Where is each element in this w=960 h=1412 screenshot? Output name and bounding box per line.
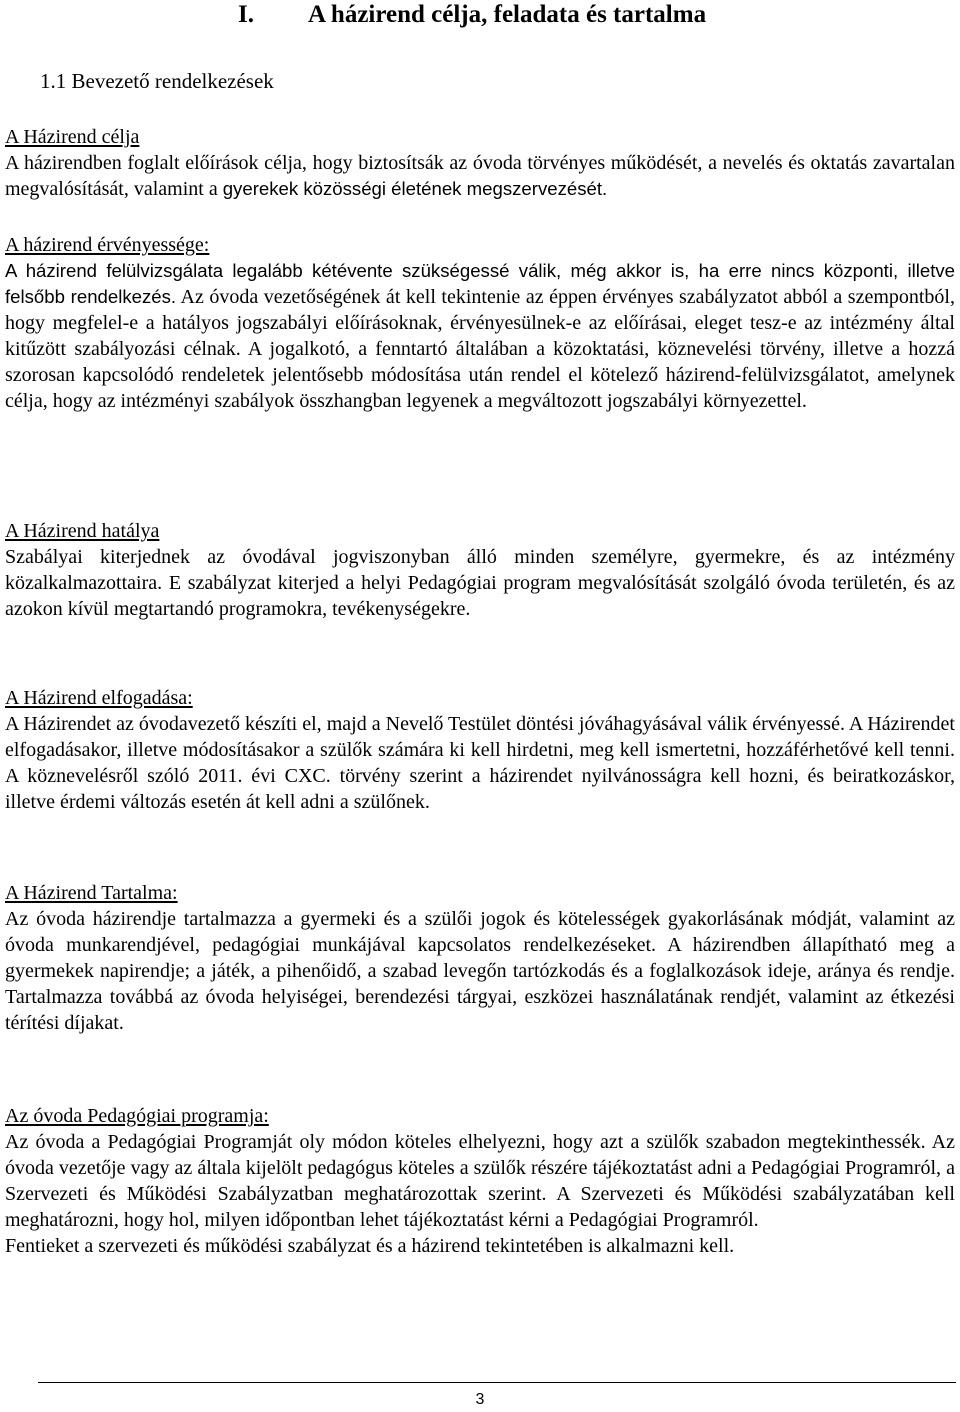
section-heading: A Házirend hatálya bbox=[5, 520, 160, 542]
section-text-serif: A házirendben foglalt előírások célja, hogy biztosítsák az óvoda törvényes működését, a nevelés és oktatás zavartalan megvalósítását, valamint a bbox=[5, 152, 955, 201]
section-text: A Házirendet az óvodavezető készíti el, majd a Nevelő Testület döntési jóváhagyásával válik érvényessé. A Házirendet elfogadásakor, illetve módosításakor a szülők számára ki kell hirdetni, meg kell ismertetni, hozzáférhetővé kell tenni. A köznevelésről szóló 2011. évi CXC. törvény szerint a házirendet nyilvánosságra kell hozni, és beiratkozáskor, illetve érdemi változás esetén át kell adni a szülőnek. bbox=[5, 713, 955, 814]
section-text-sans: A házirend felülvizsgálata legalább kétévente szükségessé válik, még akkor is, ha erre nincs központi, illetve felsőbb rendelkezés. bbox=[5, 260, 955, 308]
section-heading: A Házirend Tartalma: bbox=[5, 882, 178, 904]
section-heading: Az óvoda Pedagógiai programja: bbox=[5, 1105, 269, 1127]
section-hatalya bbox=[5, 518, 955, 622]
section-text bbox=[5, 258, 955, 415]
chapter-title-text: A házirend célja, feladata és tartalma bbox=[308, 1, 707, 28]
page-number: 3 bbox=[475, 1391, 485, 1408]
section-ervenyessege bbox=[5, 232, 955, 415]
section-heading: A házirend érvényessége: bbox=[5, 234, 210, 256]
section-text: Az óvoda házirendje tartalmazza a gyermeki és a szülői jogok és kötelességek gyakorlásának módját, valamint az óvoda munkarendjével, pedagógiai munkájával kapcsolatos rendelkezéseket. A házirendben állapítható meg a gyermekek napirendje; a játék, a pihenőidő, a szabad levegőn tartózkodás és a foglalkozások ideje, aránya és rendje. Tartalmazza továbbá az óvoda helyiségei, berendezési tárgyai, eszközei használatának rendjét, valamint az étkezési térítési díjakat. bbox=[5, 908, 955, 1035]
section-text: Szabályai kiterjednek az óvodával jogviszonyban álló minden személyre, gyermekre, és az intézmény közalkalmazottaira. E szabályzat kiterjed a helyi Pedagógiai program megvalósítását szolgáló óvoda területén, és az azokon kívül megtartandó programokra, tevékenységekre. bbox=[5, 546, 955, 621]
closing-text: Fentieket a szervezeti és működési szabályzat és a házirend tekintetében is alkalmazni kell. bbox=[5, 1235, 735, 1258]
footer-divider bbox=[38, 1382, 956, 1383]
section-text: Az óvoda a Pedagógiai Programját oly módon köteles elhelyezni, hogy azt a szülők szabadon megtekinthessék. Az óvoda vezetője vagy az általa kijelölt pedagógus köteles a szülők részére tájékoztatást adni a Pedagógiai Programról, a Szervezeti és Működési Szabályzatban meghatározottak szerint. A Szervezeti és Működési szabályzatában kell meghatározni, hogy hol, milyen időpontban lehet tájékoztatást kérni a Pedagógiai Programról. bbox=[5, 1131, 955, 1232]
section-celja bbox=[5, 124, 955, 202]
section-tartalma bbox=[5, 880, 955, 1036]
chapter-title bbox=[238, 0, 706, 30]
section-text-sans: gyerekek közösségi életének megszervezését. bbox=[222, 178, 608, 200]
section-pedagogiai bbox=[5, 1103, 955, 1259]
chapter-number: I. bbox=[238, 1, 254, 28]
section-heading: A Házirend elfogadása: bbox=[5, 687, 193, 709]
section-text-serif: Az óvoda vezetőségének át kell tekintenie az éppen érvényes szabályzatot abból a szempontból, hogy megfelel-e a hatályos jogszabályi előírásoknak, érvényesülnek-e az előírásai, eleget tesz-e az intézmény által kitűzött szabályozási célnak. A jogalkotó, a fenntartó általában a közoktatási, köznevelési törvény, illetve a hozzá szorosan kapcsolódó rendeletek jelentősebb módosítása után rendel el kötelező házirend-felülvizsgálatot, amelynek célja, hogy az intézményi szabályok összhangban legyenek a megváltozott jogszabályi környezettel. bbox=[5, 286, 955, 413]
section-heading: A Házirend célja bbox=[5, 126, 140, 148]
section-text bbox=[5, 150, 955, 202]
section-elfogadasa bbox=[5, 685, 955, 815]
subsection-title: 1.1 Bevezető rendelkezések bbox=[40, 69, 274, 93]
